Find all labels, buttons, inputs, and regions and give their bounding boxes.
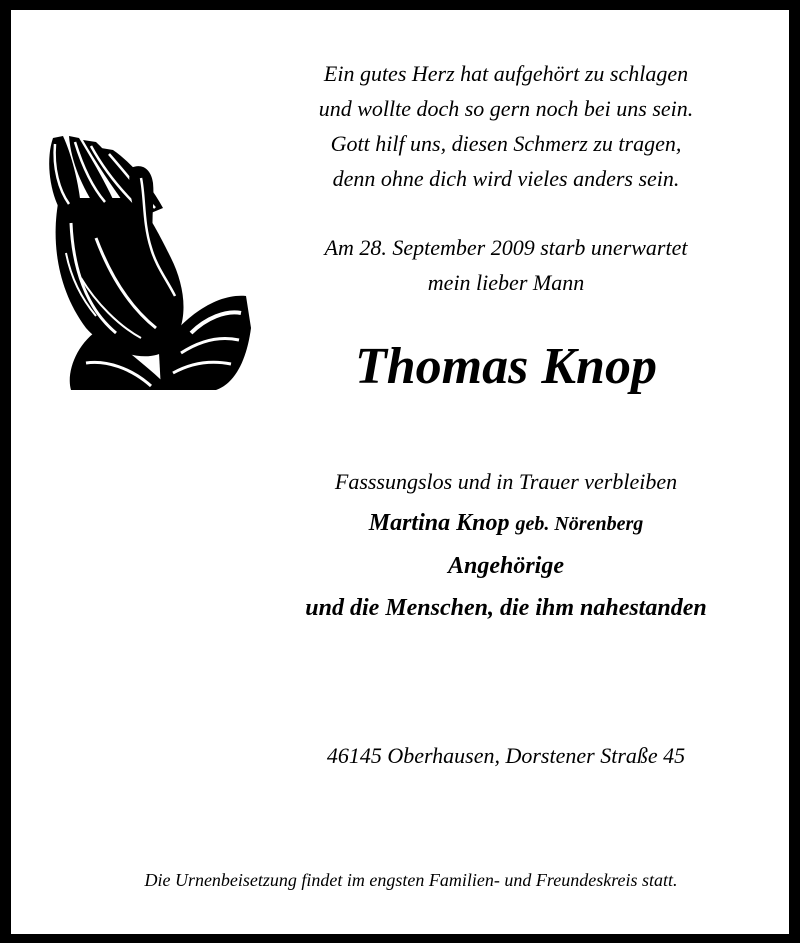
death-announcement — [256, 230, 756, 300]
poem-line: Ein gutes Herz hat aufgehört zu schlagen — [323, 61, 689, 86]
relatives-line: Angehörige — [447, 553, 564, 579]
mourning-line: Fasssungslos und in Trauer verbleiben — [334, 469, 678, 494]
others-line: und die Menschen, die ihm nahestanden — [305, 595, 707, 621]
widow-name: Martina Knop — [368, 510, 510, 536]
praying-hands-icon — [41, 128, 253, 390]
widow-line — [256, 502, 756, 545]
poem-line: denn ohne dich wird vieles anders sein. — [332, 166, 680, 191]
deceased-name: Thomas Knop — [355, 338, 657, 395]
mourners-list — [256, 502, 756, 629]
poem-verse — [256, 56, 756, 196]
poem-line: und wollte doch so gern noch bei uns sein. — [318, 96, 694, 121]
death-date-line: Am 28. September 2009 starb unerwartet — [324, 235, 688, 260]
poem-line: Gott hilf uns, diesen Schmerz zu tragen, — [330, 131, 682, 156]
address: 46145 Oberhausen, Dorstener Straße 45 — [326, 743, 686, 768]
relation-line: mein lieber Mann — [427, 270, 585, 295]
widow-birth-name: geb. Nörenberg — [515, 513, 644, 535]
footer-note: Die Urnenbeisetzung findet im engsten Familien- und Freundeskreis statt. — [144, 870, 678, 890]
